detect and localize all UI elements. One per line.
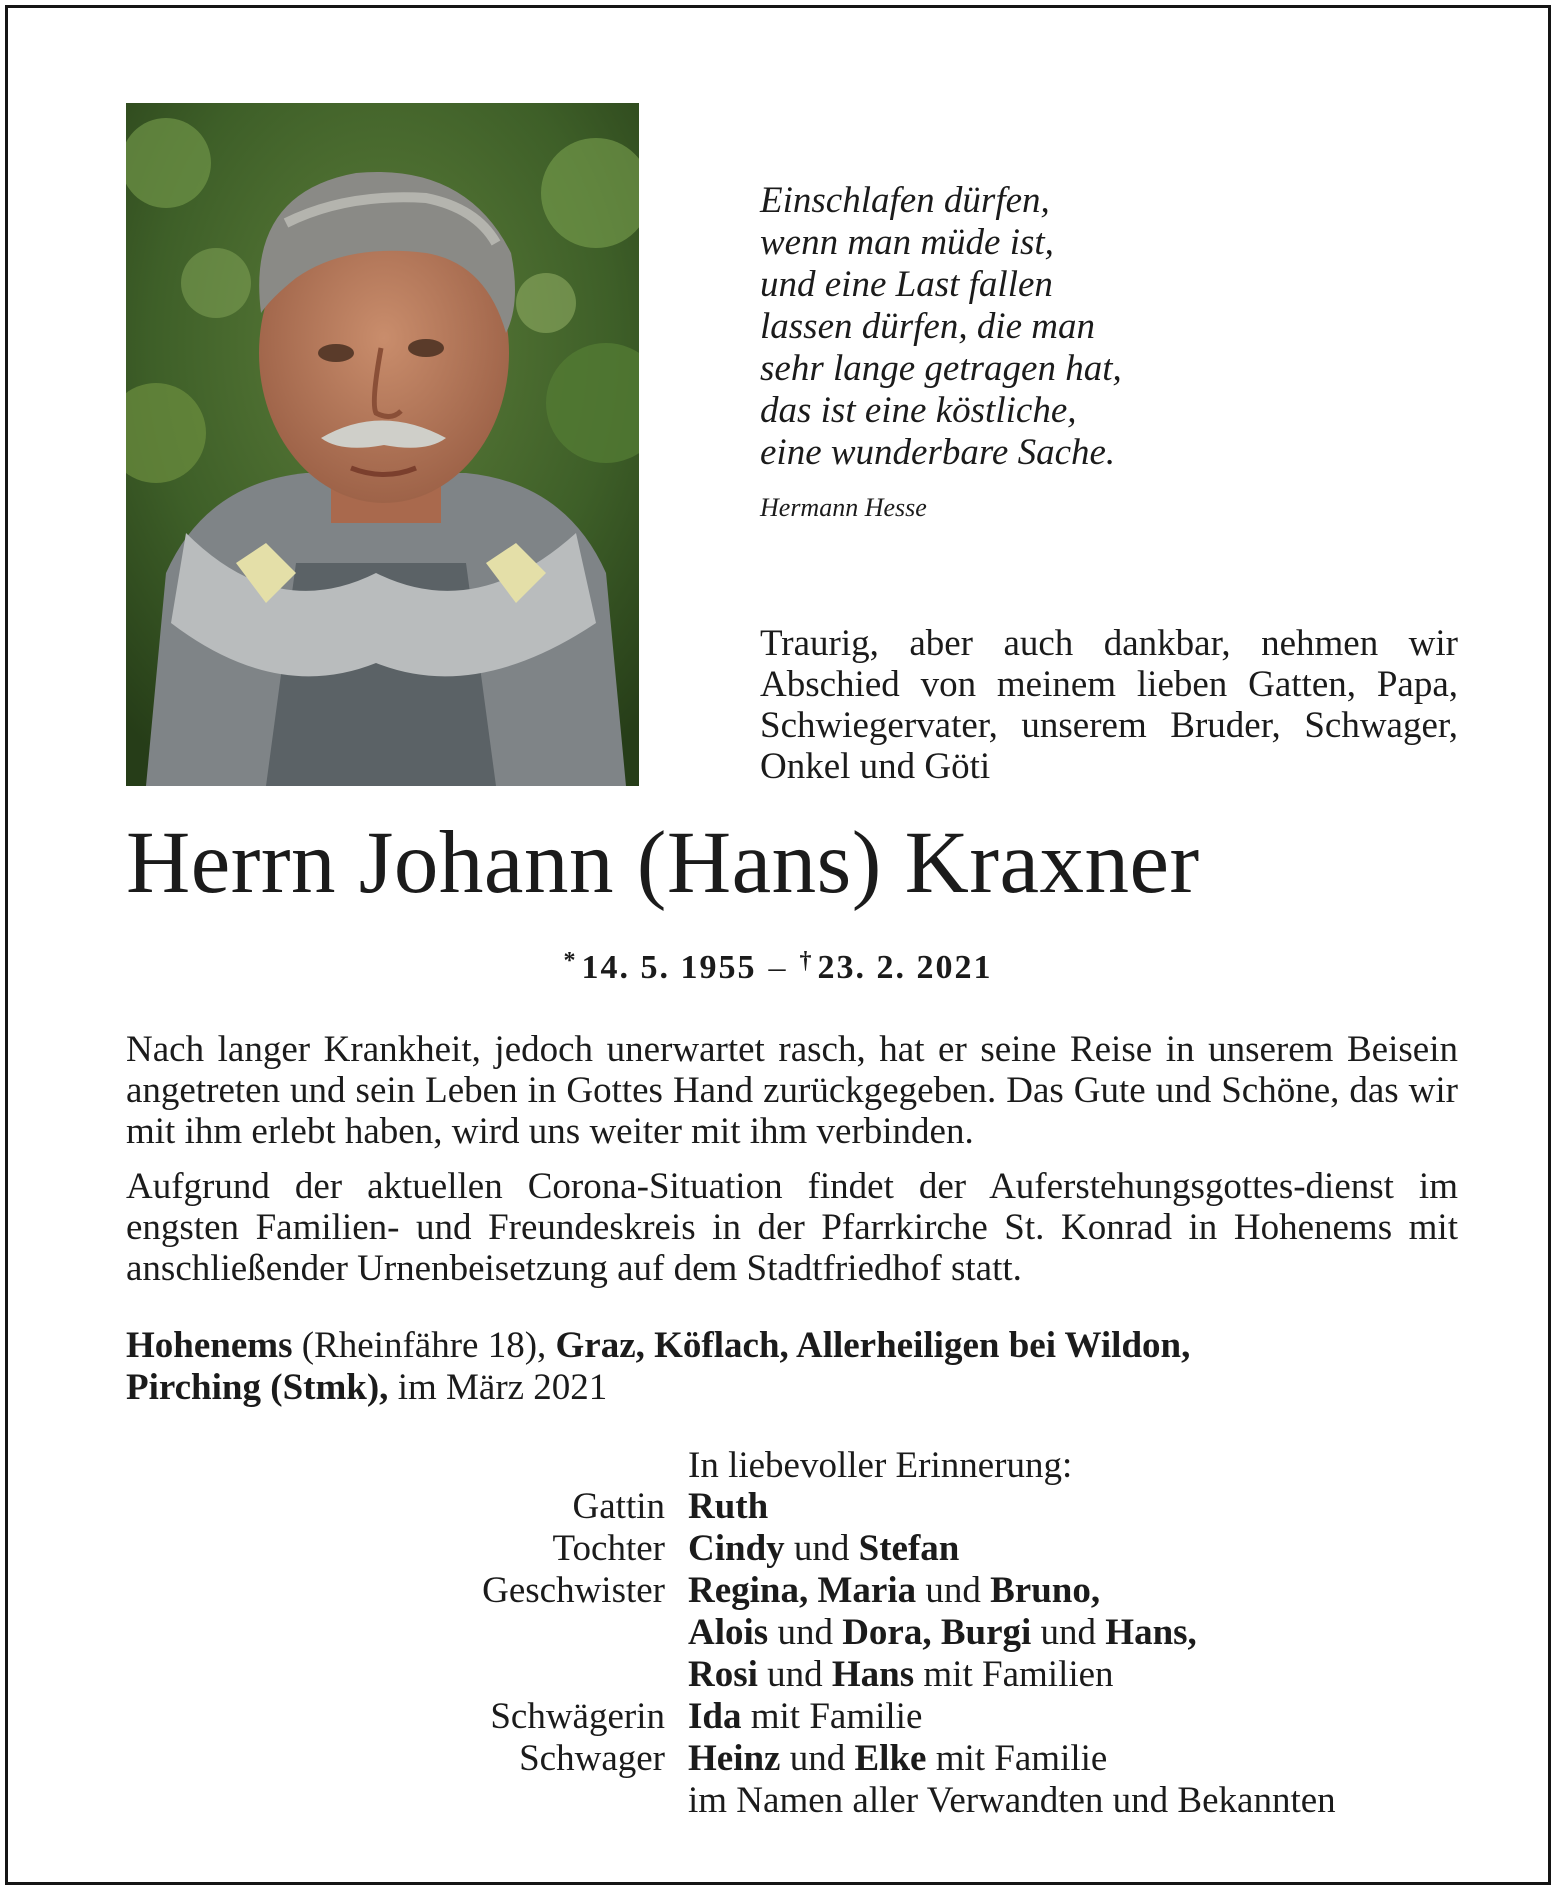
obituary-notice <box>5 5 1551 1885</box>
relation-label: Tochter <box>552 1528 665 1569</box>
poem-line: sehr lange getragen hat, <box>760 348 1122 389</box>
family-name: Hans, <box>1105 1612 1197 1653</box>
portrait-image <box>126 103 639 786</box>
family-name: Dora, Burgi <box>842 1612 1032 1653</box>
family-name: Rosi <box>688 1654 758 1695</box>
family-connector: und <box>777 1612 833 1653</box>
poem-line: Einschlafen dürfen, <box>760 180 1050 221</box>
family-name: Alois <box>688 1612 769 1653</box>
family-names <box>688 1486 768 1528</box>
poem-line: lassen dürfen, die man <box>760 306 1096 347</box>
death-date: 23. 2. 2021 <box>817 949 993 986</box>
place-address: (Rheinfähre 18), <box>301 1325 547 1366</box>
family-connector: und <box>789 1738 846 1779</box>
family-names <box>688 1696 922 1738</box>
place-other-cities: Graz, Köflach, Allerheiligen bei Wildon, <box>555 1325 1191 1366</box>
family-connector: mit Familien <box>923 1654 1114 1695</box>
relation-label: Geschwister <box>482 1570 665 1611</box>
relation-label: Schwager <box>519 1738 665 1779</box>
closing-line: im Namen aller Verwandten und Bekannten <box>688 1780 1336 1821</box>
intro-text: Traurig, aber auch dankbar, nehmen wir Abschied von meinem lieben Gatten, Papa, Schwiegervater, unserem Bruder, Schwager, Onkel und Göti <box>760 623 1458 787</box>
family-names <box>688 1654 1114 1696</box>
family-name: Regina, Maria <box>688 1570 917 1611</box>
family-names <box>688 1570 1100 1612</box>
family-connector: mit Familie <box>935 1738 1108 1779</box>
death-cross-symbol: † <box>799 948 814 974</box>
poem-line: und eine Last fallen <box>760 264 1053 305</box>
family-name: Ida <box>688 1696 742 1737</box>
family-connector: und <box>1040 1612 1097 1653</box>
family-connector: und <box>793 1528 850 1569</box>
family-name: Bruno, <box>990 1570 1101 1611</box>
poem <box>760 180 1320 474</box>
relation-label: Gattin <box>572 1486 665 1527</box>
place-city: Hohenems <box>126 1325 293 1366</box>
portrait-photo <box>126 103 639 786</box>
family-names <box>688 1738 1107 1780</box>
family-connector: mit Familie <box>750 1696 923 1737</box>
poem-line: eine wunderbare Sache. <box>760 432 1116 473</box>
place-date: im März 2021 <box>397 1367 608 1408</box>
memory-heading: In liebevoller Erinnerung: <box>688 1445 1073 1486</box>
family-names <box>688 1612 1197 1654</box>
place-other-cities-2: Pirching (Stmk), <box>126 1367 389 1408</box>
birth-date: 14. 5. 1955 <box>581 949 757 986</box>
life-dates <box>8 948 1548 987</box>
paragraph-funeral: Aufgrund der aktuellen Corona-Situation findet der Auferstehungsgottes-dienst im engsten Familien- und Freundeskreis in der Pfarrkirche St. Konrad in Hohenems mit anschließender Urnenbeisetzung auf dem Stadtfriedhof statt. <box>126 1166 1458 1289</box>
family-names <box>688 1528 959 1570</box>
poem-line: wenn man müde ist, <box>760 222 1054 263</box>
family-name: Heinz <box>688 1738 781 1779</box>
family-name: Cindy <box>688 1528 785 1569</box>
family-name: Stefan <box>858 1528 960 1569</box>
family-name: Ruth <box>688 1486 769 1527</box>
deceased-name: Herrn Johann (Hans) Kraxner <box>126 814 1200 912</box>
family-name: Hans <box>831 1654 915 1695</box>
date-separator: – <box>768 949 788 986</box>
birth-star-symbol: * <box>563 948 578 974</box>
family-name: Elke <box>854 1738 927 1779</box>
relation-label: Schwägerin <box>490 1696 665 1737</box>
family-connector: und <box>925 1570 981 1611</box>
poem-line: das ist eine köstliche, <box>760 390 1077 431</box>
poem-author: Hermann Hesse <box>760 493 927 522</box>
place-and-date <box>126 1325 1466 1409</box>
family-connector: und <box>767 1654 823 1695</box>
paragraph-illness: Nach langer Krankheit, jedoch unerwartet rasch, hat er seine Reise in unserem Beisein angetreten und sein Leben in Gottes Hand zurückgegeben. Das Gute und Schöne, das wir mit ihm erlebt haben, wird uns weiter mit ihm verbinden. <box>126 1029 1458 1152</box>
